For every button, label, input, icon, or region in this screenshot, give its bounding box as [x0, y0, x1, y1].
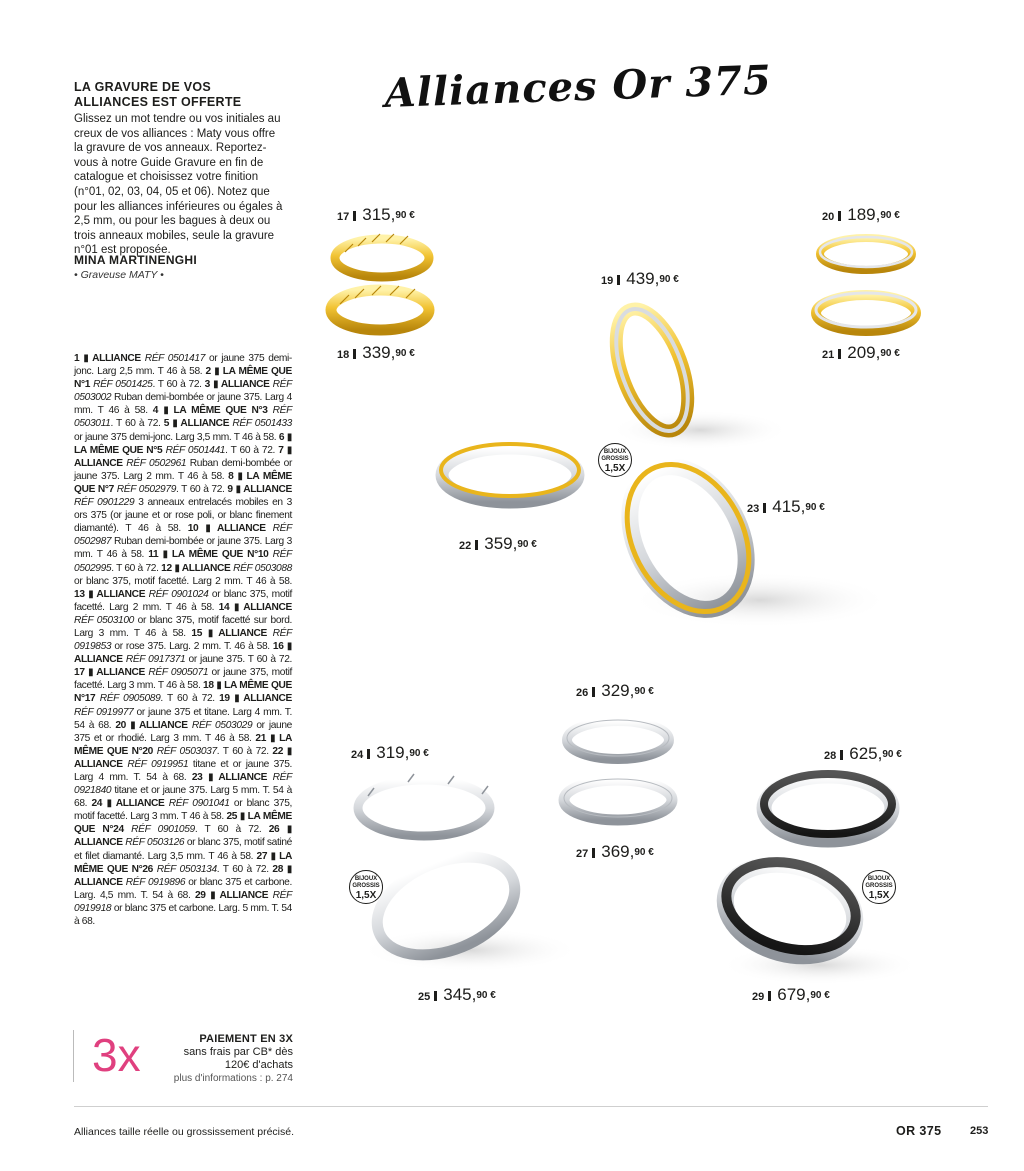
product-label: 7 ▮ ALLIANCE [74, 444, 292, 469]
product-text: Ruban demi-bombée or jaune 375. Larg 3 mm. T 46 à 58. [74, 536, 292, 561]
ring-28[interactable] [764, 774, 892, 840]
product-text: . T 60 à 72. [176, 483, 228, 495]
price-29 [752, 986, 830, 1006]
price-22-euros: 359, [484, 534, 518, 553]
price-24-cents: 90 € [409, 748, 429, 759]
product-text: or blanc 375, motif satiné et filet diamanté. Larg 3,5 mm. T 46 à 58. [74, 837, 292, 862]
price-25-cents: 90 € [476, 990, 496, 1001]
price-18 [337, 344, 415, 364]
payment-3x-logo: 3x [92, 1029, 141, 1081]
zoom-badge [598, 443, 632, 477]
product-label: 21 ▮ LA MÊME QUE N°20 [74, 732, 292, 757]
price-23 [747, 498, 825, 518]
product-ref: RÉF 0901024 [148, 588, 209, 600]
price-23-cents: 90 € [805, 502, 825, 513]
zoom-badge-factor: 1,5X [355, 890, 377, 901]
price-17-separator [353, 211, 356, 221]
product-ref: RÉF 0503100 [74, 614, 135, 626]
price-24-number: 24 [351, 749, 364, 761]
payment-more-link[interactable]: plus d'informations : p. 274 [173, 1073, 293, 1084]
ring-19[interactable] [602, 300, 790, 450]
price-28-cents: 90 € [882, 749, 902, 760]
product-ref: RÉF 0501441 [165, 444, 226, 456]
product-label: 1 ▮ ALLIANCE [74, 353, 145, 364]
price-21 [822, 344, 900, 364]
ring-24[interactable] [358, 774, 490, 836]
product-text: . T 60 à 72. [160, 693, 220, 705]
price-29-separator [768, 991, 771, 1001]
product-ref: RÉF 0919951 [127, 758, 189, 770]
product-ref: RÉF 0503029 [191, 719, 253, 731]
product-label: 25 ▮ LA MÊME QUE N°24 [74, 811, 292, 836]
price-17-euros: 315, [362, 205, 396, 224]
price-20-separator [838, 211, 841, 221]
product-text: or jaune 375 et titane. Larg 4 mm. T. 54 à 68. [74, 706, 292, 731]
ring-20[interactable] [820, 237, 912, 270]
engraving-heading-line1: LA GRAVURE DE VOS [74, 80, 212, 94]
price-27-number: 27 [576, 848, 589, 860]
price-19-cents: 90 € [659, 274, 679, 285]
product-label: 3 ▮ ALLIANCE [204, 379, 273, 391]
product-label: 23 ▮ ALLIANCE [191, 772, 273, 783]
engraver-role: • Graveuse MATY • [74, 269, 164, 281]
price-23-number: 23 [747, 503, 760, 515]
product-label: 13 ▮ ALLIANCE [74, 588, 149, 600]
product-text: or blanc 375, motif facetté sur bord. Larg 3 mm. T 46 à 58. [74, 614, 292, 639]
product-ref: RÉF 0502979 [116, 483, 177, 495]
zoom-badge-factor: 1,5X [868, 890, 890, 901]
price-29-number: 29 [752, 991, 765, 1003]
zoom-badge-line1: BIJOUX [867, 876, 891, 882]
product-ref: RÉF 0901229 [74, 497, 135, 509]
product-ref: RÉF 0919918 [74, 889, 292, 914]
price-25 [418, 986, 496, 1006]
price-24-separator [367, 749, 370, 759]
product-text: or blanc 375, motif facetté. Larg 2 mm. T 46 à 58. [74, 588, 293, 613]
price-19-separator [617, 275, 620, 285]
product-label: 27 ▮ LA MÊME QUE N°26 [74, 850, 293, 875]
product-label: 12 ▮ ALLIANCE [161, 562, 234, 574]
price-28-euros: 625, [849, 744, 883, 763]
price-26-euros: 329, [601, 681, 635, 700]
price-27-cents: 90 € [634, 847, 654, 858]
product-text: or jaune 375 demi-jonc. Larg 2,5 mm. T 46 à 58. [74, 353, 292, 378]
product-label: 24 ▮ ALLIANCE [91, 798, 169, 810]
price-20 [822, 206, 900, 226]
product-ref: RÉF 0501417 [144, 353, 206, 364]
price-27-euros: 369, [601, 842, 635, 861]
product-ref: RÉF 0917371 [125, 654, 186, 666]
price-27-separator [592, 848, 595, 858]
price-24 [351, 744, 429, 764]
product-text: or jaune 375. T 60 à 72. [185, 654, 292, 666]
payment-title: PAIEMENT EN 3X [199, 1033, 293, 1045]
product-label: 2 ▮ LA MÊME QUE N°1 [74, 366, 292, 391]
ring-25[interactable] [360, 838, 580, 974]
product-text: or jaune 375, motif facetté. Larg 3 mm. T 46 à 58. [74, 667, 292, 692]
product-label: 6 ▮ LA MÊME QUE N°5 [74, 431, 292, 456]
product-label: 18 ▮ LA MÊME QUE N°17 [74, 680, 292, 705]
product-ref: RÉF 0503011 [74, 405, 292, 430]
product-ref: RÉF 0503126 [125, 837, 185, 849]
product-ref: RÉF 0502987 [74, 523, 292, 548]
price-22-cents: 90 € [517, 539, 537, 550]
product-ref: RÉF 0501433 [232, 418, 292, 430]
price-22-separator [475, 540, 478, 550]
zoom-badge-line2: GROSSIS [352, 883, 380, 889]
product-label: 29 ▮ ALLIANCE [194, 889, 273, 901]
engraver-name: MINA MARTINENGHI [74, 253, 198, 267]
price-23-separator [763, 503, 766, 513]
product-label: 14 ▮ ALLIANCE [218, 601, 292, 613]
product-text: . T 60 à 72. [194, 824, 269, 836]
ring-18[interactable] [331, 286, 429, 330]
product-ref: RÉF 0502961 [126, 457, 187, 469]
product-text: 3 anneaux entrelacés mobiles en 3 ors 375 (or jaune et or rose poli, or blanc finement diamanté). T 46 à 58. [74, 497, 292, 535]
product-ref: RÉF 0503002 [74, 379, 292, 404]
price-18-euros: 339, [362, 343, 396, 362]
price-28-number: 28 [824, 750, 837, 762]
price-29-cents: 90 € [810, 990, 830, 1001]
price-18-separator [353, 349, 356, 359]
price-28 [824, 745, 902, 765]
product-ref: RÉF 0905071 [148, 667, 209, 679]
price-20-number: 20 [822, 211, 835, 223]
product-text: or jaune 375 et or rhodié. Larg 3 mm. T 46 à 58. [74, 719, 292, 744]
product-ref: RÉF 0502995 [74, 549, 292, 574]
price-19-number: 19 [601, 275, 614, 287]
zoom-badge [862, 870, 896, 904]
product-ref: RÉF 0503134 [156, 863, 217, 875]
page-title: Alliances Or 375 [383, 56, 773, 117]
price-22-number: 22 [459, 540, 472, 552]
price-25-euros: 345, [443, 985, 477, 1004]
product-ref: RÉF 0901059 [131, 824, 195, 836]
engraving-heading-line2: ALLIANCES EST OFFERTE [74, 95, 242, 109]
ring-29[interactable] [715, 848, 920, 985]
price-28-separator [840, 750, 843, 760]
product-label: 5 ▮ ALLIANCE [163, 418, 233, 430]
price-23-euros: 415, [772, 497, 806, 516]
product-text: . T 60 à 72. [110, 418, 164, 430]
price-25-number: 25 [418, 991, 431, 1003]
price-17-number: 17 [337, 211, 350, 223]
footer-note: Alliances taille réelle ou grossissement précisé. [74, 1126, 295, 1138]
price-26-number: 26 [576, 687, 589, 699]
product-ref: RÉF 0501425 [93, 379, 153, 391]
page-number: 253 [970, 1125, 989, 1137]
price-18-number: 18 [337, 349, 350, 361]
product-text: . T 60 à 72. [111, 562, 162, 574]
engraving-body: Glissez un mot tendre ou vos initiales au creux de vos alliances : Maty vous offre la gravure de vos anneaux. Reportez-vous à notre Guide Gravure en fin de catalogue et choisissez votre finition (n°01, 02, 03, 04, 05 et 06). Notez que pour les alliances inférieures ou égales à 2,5 mm, ou pour les bagues à deux ou trois anneaux mobiles, seule la gravure n°01 est proposée. [74, 113, 283, 257]
product-ref: RÉF 0503037 [156, 745, 217, 757]
product-label: 26 ▮ ALLIANCE [74, 824, 292, 849]
price-25-separator [434, 991, 437, 1001]
product-label: 22 ▮ ALLIANCE [74, 745, 293, 770]
product-label: 28 ▮ ALLIANCE [74, 863, 293, 888]
product-ref: RÉF 0503088 [233, 562, 293, 574]
product-label: 20 ▮ ALLIANCE [115, 719, 192, 731]
zoom-badge-line2: GROSSIS [601, 456, 629, 462]
ring-21[interactable] [816, 293, 916, 331]
price-26-cents: 90 € [634, 686, 654, 697]
product-text: or blanc 375, motif facetté. Larg 2 mm. T 46 à 58. [74, 575, 292, 587]
price-21-number: 21 [822, 349, 835, 361]
product-ref: RÉF 0919977 [74, 706, 134, 718]
product-text: . T 60 à 72. [216, 863, 273, 875]
product-ref: RÉF 0921840 [74, 772, 292, 797]
product-text: Ruban demi-bombée or jaune 375. Larg 2 mm. T 46 à 58. [74, 457, 292, 482]
price-29-euros: 679, [777, 985, 811, 1004]
ring-23[interactable] [603, 443, 890, 632]
zoom-badge-line2: GROSSIS [865, 883, 893, 889]
price-26 [576, 682, 654, 702]
product-text: or blanc 375 et carbone. Larg. 5 mm. T. 54 à 68. [74, 902, 292, 928]
payment-line1: sans frais par CB* dès [183, 1046, 293, 1058]
product-label: 11 ▮ LA MÊME QUE N°10 [148, 549, 273, 561]
price-24-euros: 319, [376, 743, 410, 762]
zoom-badge-line1: BIJOUX [354, 876, 378, 882]
product-ref: RÉF 0905089 [99, 693, 161, 705]
price-27 [576, 843, 654, 863]
product-text: . T 60 à 72. [152, 379, 205, 391]
product-text: or blanc 375 et carbone. Larg. 4,5 mm. T. 54 à 68. [74, 876, 292, 901]
zoom-badge [349, 870, 383, 904]
price-21-euros: 209, [847, 343, 881, 362]
product-label: 16 ▮ ALLIANCE [74, 641, 292, 666]
product-ref: RÉF 0919853 [74, 627, 292, 653]
ring-17[interactable] [335, 234, 429, 277]
product-ref: RÉF 0901041 [168, 798, 230, 810]
product-text: . T 60 à 72. [216, 745, 273, 757]
product-label: 17 ▮ ALLIANCE [74, 667, 149, 679]
product-text: or jaune 375 demi-jonc. Larg 3,5 mm. T 46 à 58. [74, 431, 279, 443]
price-20-euros: 189, [847, 205, 881, 224]
payment-line2: 120€ d'achats [224, 1059, 293, 1071]
zoom-badge-line1: BIJOUX [603, 449, 627, 455]
zoom-badge-factor: 1,5X [604, 463, 626, 474]
ring-26[interactable] [567, 720, 669, 759]
product-ref: RÉF 0919896 [125, 876, 186, 888]
price-20-cents: 90 € [880, 210, 900, 221]
product-text: titane et or jaune 375. Larg 4 mm. T. 54 à 68. [74, 758, 292, 783]
ring-27[interactable] [564, 779, 672, 820]
price-22 [459, 535, 537, 555]
product-label: 19 ▮ ALLIANCE [219, 693, 292, 705]
product-text: . T 60 à 72. [225, 444, 279, 456]
product-label: 9 ▮ ALLIANCE [227, 483, 292, 495]
product-label: 8 ▮ LA MÊME QUE N°7 [74, 470, 292, 495]
footer-category: OR 375 [896, 1124, 942, 1138]
product-label: 4 ▮ LA MÊME QUE N°3 [152, 405, 273, 417]
product-text: or blanc 375, motif facetté. Larg 3 mm. T 46 à 58. [74, 798, 292, 823]
product-label: 10 ▮ ALLIANCE [187, 523, 273, 535]
price-21-cents: 90 € [880, 348, 900, 359]
price-19 [601, 270, 679, 290]
price-21-separator [838, 349, 841, 359]
price-26-separator [592, 687, 595, 697]
product-label: 15 ▮ ALLIANCE [191, 627, 273, 639]
product-text: Ruban demi-bombée or jaune 375. Larg 4 mm. T 46 à 58. [74, 392, 292, 417]
price-18-cents: 90 € [395, 348, 415, 359]
product-text: titane et or jaune 375. Larg 5 mm. T. 54 à 68. [74, 785, 292, 810]
price-17-cents: 90 € [395, 210, 415, 221]
price-19-euros: 439, [626, 269, 660, 288]
product-text: or rose 375. Larg. 2 mm. T. 46 à 58. [111, 641, 273, 653]
ring-22[interactable] [441, 444, 579, 502]
price-17 [337, 206, 415, 226]
